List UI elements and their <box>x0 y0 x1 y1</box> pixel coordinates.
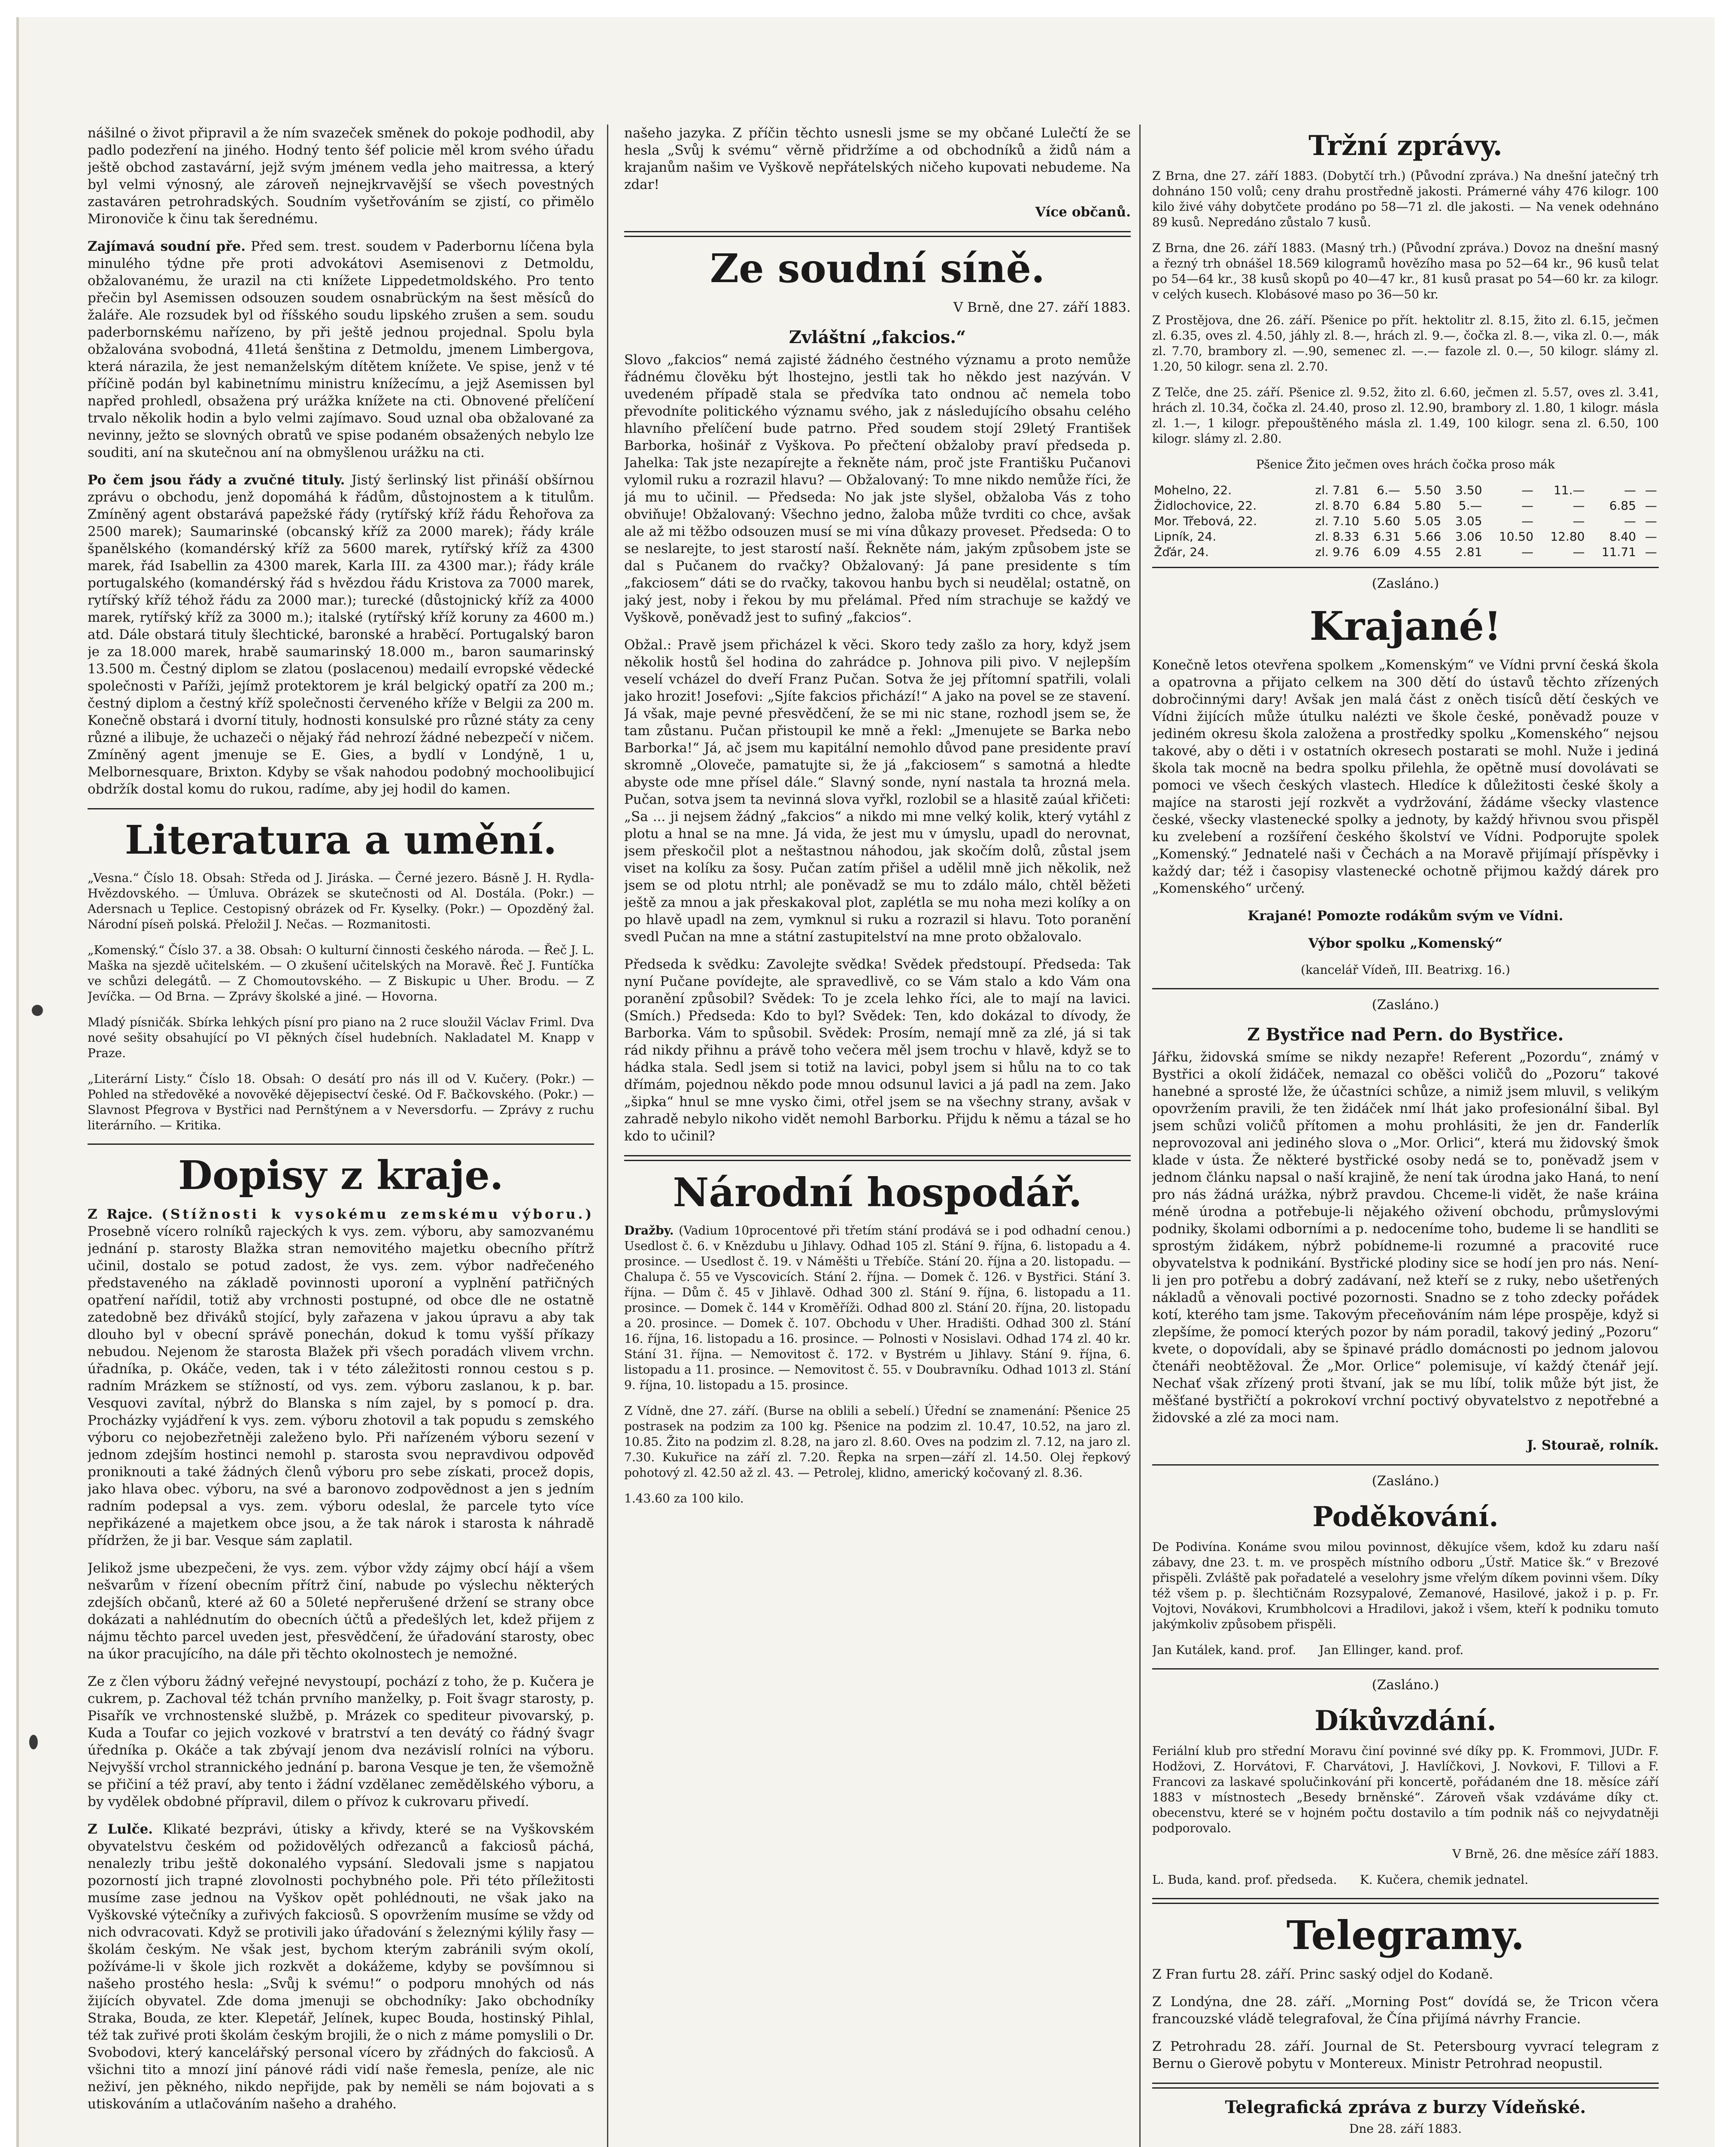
grain-market: Mor. Třebová, 22. <box>1154 514 1257 528</box>
divider <box>1152 2083 1659 2089</box>
divider <box>1152 1898 1659 1904</box>
grain-price: — <box>1572 514 1585 528</box>
divider <box>624 231 1131 237</box>
grain-price: 10.50 <box>1499 529 1534 544</box>
lit-item: „Literární Listy.“ Číslo 18. Obsah: O desátí pro nás ill od V. Kučery. (Pokr.) — Pohled na středověké a novověké dějepisectví české. Od F. Bačkovského. (Pokr.) — Slavnost Pfegrova v Bystřici nad Pernštýnem a v Neversdorfu. — Zprávy z ruchu literárního. — Kritika. <box>88 1072 594 1132</box>
letter-text: Jářku, židovská smíme se nikdy nezapře! Referent „Pozordu“, známý v Bystřici a okolí židáček, nemazal co oběšci voličů do „Pozoru“ takové hanebné a sprosté lže, že účastníci schůze, a nimiž jsem mluvil, s velikým opovržením pravili, že ten židáček nmí lhát jako profesionální šibal. Byl jsem schůzi voličů přítomen a mohu prohlásiti, že jen dr. Fanderlík neprovozoval ani jediného slova o „Mor. Orlici“, která mu židovský šmok klade v ústa. Že některé bystřické osoby nedá se to, poněvadž jsem v jednom článku napsal o naší krajině, že není tak úrodna jako Haná, to není pro nás žádná urážka, nýbrž pravdou. Chceme-li vidět, že naše kráina méně úrodna a potřebuje-li nějakého oživení obchodu, průmyslovými podniky, školami odborními a p. nedoceníme toho, budeme li se handliti se sprostým židákem, nýbrž pobídneme-li rozumné a pracovité ruce obyvatelstva k podnikání. Bystřické plodiny sice se hodí jen pro nás. Není-li jen pro potřebu a dobrý zadávaní, než kteří se z ruky, nebo ušetřených nákladů a věnovali poctivé pozornosti. Snadno se z toho zdecky pořádek kotí, kterého tam jsme. Takovým přeceňováním nám lépe prospěje, když si zlepšíme, že pomocí kterých pozor by nám poradil, takový jediný „Pozoru“ kvete, o dopovídali, aby se špinavé prádlo domácnosti po jednom jalovou čtenáři neobtěžoval. Že „Mor. Orlice“ polemisuje, ví každý čtenář její. Nechať však zřízený proti štvaní, jak se mu líbí, tolik může být jist, že měšťané bystřičtí a pokrokoví vrchní poctivý obyvatelstvo z nepotřebné a židovské a zlé za moci nam. <box>1152 1049 1659 1426</box>
divider <box>1152 1464 1659 1466</box>
dateline: V Brně, dne 27. září 1883. <box>953 300 1131 315</box>
column-rule <box>1139 125 1141 2147</box>
grain-price: — <box>1645 499 1657 513</box>
section-heading-dopisy: Dopisy z kraje. <box>178 1152 504 1198</box>
market-report: Z Prostějova, dne 26. září. Pšenice po přít. hektolitr zl. 8.15, žito zl. 6.15, ječmen zl. 6.35, oves zl. 4.50, jáhly zl. 8.—, hrách zl. 9.—, čočka zl. 8.—, vika zl. 0.—, mák zl. 7.70, brambory zl. —.90, semenec zl. —.— fazole zl. 0.—, 50 kilogr. slámy zl. 1.20, 50 kilogr. sena zl. 2.70. <box>1152 313 1659 374</box>
signature: L. Buda, kand. prof. předseda. <box>1152 1873 1337 1887</box>
court-report-text: Předseda k svědku: Zavolejte svědka! Svědek předstoupí. Předseda: Tak nyní Pučane povídejte, ale spravedlivě, co se Vám stalo a kdo Vám ona poranění způsobil? Svědek: To je zcela lehko říci, ale to mají na lavici. (Smích.) Předseda: Kdo to byl? Svědek: Ten, kdo dokázal to dívody, že Barborka. Vám to spůsobil. Svědek: Prosím, nemají mně za zlé, já si tak rád nikdy přihnu a právě toho večera měl jsem trochu v hlavě, když se to hádka stala. Sedl jsem si totiž na lavici, pobyl jsem si hůlu na to co tak dřímám, pojednou někdo pode mnou odsunul lavici a já padl na zem. Jako „šipka“ hnul se mne vysko čimi, otřel jsem se na všechny strany, avšak v zahradě nebylo nikoho vidět nemohl Barborku. Přijdu k němu a tázal se ho kdo to učinil? <box>624 957 1131 1144</box>
grain-price: 6.85 <box>1609 499 1636 513</box>
article-title: Zajímavá soudní pře. <box>88 239 246 254</box>
section-heading-bystrice: Z Bystřice nad Pern. do Bystřice. <box>1247 1025 1564 1045</box>
letter-lulec <box>88 1821 594 2113</box>
letter-text: Prosebně vícero rolníků rajeckých k vys. zem. výboru, aby samozvanému jednání p. starosty Blažka stran nemovitého majetku obecního přítrž učinil, dostalo se potud zadost, že vys. zem. výbor nadřečeného představeného na základě povinnosti uporoní a vyplnění patřičných opatření nařídil, totiž aby vrchnosti postupné, od obce dle ne ostatně zatedobně bez dřiváků stojící, byly zařazena v jakou úpravu a aby tak dlouho byl v obecní správě ponechán, dokud k tomu vyšší příkazy nebudou. Nejenom že starosta Blažek při všech poradách vlivem vrchn. úřadníka, p. Okáče, veden, tak i v této záležitosti ronnou cestou s p. radním Mrázkem se stížností, od vys. zem. výboru zaslanou, k p. bar. Vesquovi zavítal, nýbrž do Blanska s ním zajel, by s pomocí p. dra. Procházky vyjádření k vys. zem. výboru zhotovil a tak popudu s zemského výboru co nejobezřetněji zaleženo bylo. Při nařízeném výboru sezení v jednom zdejším hostinci nemohl p. starosta svou nepravdivou odpověď proniknouti a také žádných členů výboru pro sebe získati, procež dopis, jako hlava obec. výboru, na své a baronovo zodpovědnost a jen s jedním radním podepsal a vys. zem. výboru odeslal, že parcele tyto více nepřikázené a majetkem obce jsou, a že tak nárok i starosta k náhradě přídržen, že ji bar. Vesque sám zaplatil. <box>88 1224 594 1548</box>
grain-price: — <box>1645 514 1657 528</box>
grain-price: 5.60 <box>1373 514 1400 528</box>
grain-price: — <box>1521 499 1534 513</box>
thanks-signatures <box>1152 1642 1659 1658</box>
grain-price: 2.81 <box>1455 545 1482 559</box>
appeal-signature: Výbor spolku „Komenský“ <box>1308 936 1503 951</box>
grain-price: 5.80 <box>1414 499 1442 513</box>
grain-price: — <box>1572 499 1585 513</box>
grain-row <box>1152 483 1659 498</box>
grain-price: 11.71 <box>1601 545 1636 559</box>
grain-price: 5.50 <box>1414 483 1442 497</box>
article-text: Před sem. trest. soudem v Paderbornu líčena byla minulého týdne pře proti advokátovi Asemisenovi z Detmoldu, obžalovanému, že urazil na cti knížete Lippedetmoldského. Pro tento přečin byl Asemissen odsouzen soudem osnabrückým na šest měsíců do žaláře. Ale rozsudek byl od říšského soudu lipského zrušen a sem. soudu paderbornskému nařízeno, by při ještě jednou projednal. Spolu byla obžalována svobodná, 41letá šenština z Detmoldu, jmenem Limbergova, která nárazila, že jest nemanželským dítětem knížete. Ve spise, jenž v té příčině podán byl kabinetnímu ministru knížecímu, a jejž Asemissen byl napřed prohledl, obsažena prý urážka knížete na cti. Obnovené přelíčení trvalo několik hodin a bylo velmi zajímavo. Soud uznal oba obžalované za nevinny, ježto se slovných obratů ve spise podaném obsažených nebylo lze souditi, aní na skutečnou aní na obmyšlenou urážku na cti. <box>88 239 594 460</box>
signature: K. Kučera, chemik jednatel. <box>1360 1873 1529 1887</box>
grain-market: Lipník, 24. <box>1154 529 1217 544</box>
letter-text: Ze z člen výboru žádný veřejné nevystoupí, pochází z toho, že p. Kučera je cukrem, p. Zachoval též tchán prvního manželky, p. Foit švagr starosty, p. Pisařík ve vrchnostenské službě, p. Mrázek co spediteur pivovarský, p. Kuda a Toufar co jejich vozkové v bratrství a ten devátý co řádný švagr úředníka p. Okáče a tak zbývají jenom dva nezávislí rolníci na výboru. Nejvyšší vrchol strannického jednání p. barona Vesque je ten, že všemožně se přičiní a též praví, aby tento i žádní vzdělanec zemědělského výboru, a by vydělek obdobné přípravil, dilem o přívoz k cukrovaru přivedí. <box>88 1674 594 1809</box>
letter-text: Jelikož jsme ubezpečeni, že vys. zem. výbor vždy zájmy obcí hájí a všem nešvarům v řízení obecním přítrž činí, nabude po výslechu některých zdejších občanů, které až 60 a 50leté nepřerušené držení se strany obce dokázati a nahlédnutím do obecních účtů a předešlých let, kdež přijem z nájmu těchto parcel uveden jest, přesvědčení, že úřadování starosty, obec na úkor pracujícího, na dále při těchto okolnostech je nemožné. <box>88 1560 594 1662</box>
article-continuation: nášilné o život připravil a že ním svazeček směnek do pokoje podhodil, aby padlo podezření na jiného. Hodný tento šéf policie měl krom svého úřadu ještě obchod zastavární, jejž svým jménem vedla jeho maitressa, a který byl velmi výnosný, ale zároveň nejnejkrvavější se všech povestných zastaváren petrohradských. Soudním vyšetřováním se zjistí, co přimělo Mironoviče k činu tak šerednému. <box>88 125 594 227</box>
scan-blemish <box>29 1735 38 1749</box>
grain-price: — <box>1521 483 1534 497</box>
grain-price: — <box>1572 545 1585 559</box>
divider <box>88 1143 594 1145</box>
column-middle <box>624 125 1131 1517</box>
appeal-close: Krajané! Pomozte rodákům svým ve Vídni. <box>1247 908 1563 924</box>
grain-price: 11.— <box>1554 483 1585 497</box>
appeal-text: Konečně letos otevřena spolkem „Komenským“ ve Vídni první česká škola a opatrovna a přijato celkem na 300 dětí do ústavů těchto zřízených dobročinnými dary! Avšak jen malá část z oněch tisíců dětí českých ve Vídni žijících může útulku nalézti ve škole české, poněvadž pouze v jediném okresu škola založena a prostředky spolku „Komenského“ nejsou takové, aby o děti i v ostatních okresech postarati se mohl. Nuže i jediná škola tak mocně na bedra spolku přilehla, že opětně musí dovolávati se pomoci ve všech českých vlastech. Hledíce k důležitosti české školy a majíce na starosti její rozkvět a vydržování, žádáme všecky vlastence české, všecky vlastenecké spolky a jednoty, by každý hřivnou svou přispěl ku zvelebení a rozšíření českého školství ve Vídni. Podporujte spolek „Komenský.“ Jednatelé naši v Čechách a na Moravě přijímají příspěvky i každý dar; též i časopisy vlastenecké ochotně přijmou každý dárek pro „Komenského“ určený. <box>1152 657 1659 896</box>
section-heading-soudni-sin: Ze soudní síně. <box>710 245 1045 292</box>
grain-row <box>1152 529 1659 544</box>
grain-price: — <box>1645 483 1657 497</box>
grain-price: 3.06 <box>1455 529 1482 544</box>
grain-price-table <box>1152 483 1659 560</box>
grain-price: 3.05 <box>1455 514 1482 528</box>
letter-place: Z Rajce. <box>88 1207 153 1222</box>
exchange-date: Dne 28. září 1883. <box>1349 2122 1462 2136</box>
grain-price: 5.05 <box>1414 514 1442 528</box>
grain-price: 5.— <box>1458 499 1482 513</box>
exchange-report-text: Z Vídně, dne 27. září. (Burse na oblili a sebelí.) Úřední se znamenání: Pšenice 25 postrasek na podzim za 100 kg. Pšenice na podzim zl. 10.47, 10.52, na jaro zl. 10.85. Žito na podzim zl. 8.28, na jaro zl. 8.60. Oves na podzim zl. 7.12, na jaro zl. 7.30. Kukuřice na září zl. 7.20. Řepka na srpen—září zl. 14.50. Olej řepkový pohotový zl. 42.50 až zl. 43. — Petrolej, klidno, americký kočovaný zl. 8.36. <box>624 1404 1131 1480</box>
grain-market: Mohelno, 22. <box>1154 483 1232 497</box>
scan-blemish <box>32 1005 43 1016</box>
divider <box>1152 567 1659 568</box>
grain-price: 12.80 <box>1550 529 1585 544</box>
signature: Více občanů. <box>1035 204 1131 220</box>
grain-price: 6.84 <box>1373 499 1400 513</box>
newspaper-page <box>16 17 1715 2147</box>
thanks-text: Feriální klub pro střední Moravu činí povinné své díky pp. K. Frommovi, JUDr. F. Hodžovi, Z. Horvátovi, F. Charvátovi, J. Havlíčkovi, J. Novkovi, F. Tillovi a F. Francovi za laskavé spolučinkování při koncertě, pořádaném dne 18. měsíce září 1883 v místnostech „Besedy brněnské“. Zároveň však vzdáváme díky ct. obecenstvu, které se v hojném počtu dostavilo a tím podnik náš co nejvydatněji podporovalo. <box>1152 1744 1659 1835</box>
section-heading-krajane: Krajané! <box>1309 603 1502 649</box>
grain-market: Žďár, 24. <box>1154 545 1209 559</box>
thanks-text: De Podivína. Konáme svou milou povinnost, děkujíce všem, kdož ku zdaru naší zábavy, dne 23. t. m. ve prospěch místního odboru „Ústř. Matice šk.“ v Brezové přispěli. Zvláště pak pořadatelé a veselohry jsme vřelým díkem povinni všem. Díky též všem p. p. šlechtičnám Rozsypalové, Zemanové, Hasilové, jakož i p. p. Fr. Vojtovi, Novákovi, Krumbholcovi a Hradilovi, jakož i všem, kteří k podniku tomuto jakýmkoliv způsobem přispěli. <box>1152 1540 1659 1631</box>
court-report-text: Slovo „fakcios“ nemá zajisté žádného čestného významu a proto nemůže řádnému člověku být lhostejno, jestli tak ho někdo jest nazýván. V uvedeném případě stala se předvíka tato ondnou ač nemela tobo převodníte politického významu svého, jak z následujícího obsahu celého hlavního přelíčení bude patrno. Před soudem stojí 29letý František Barborka, hošinář z Vyškova. Po přečtení obžaloby praví předseda p. Jahelka: Tak jste nezapírejte a řekněte nám, proč jste Františku Pučanovi vylomil ruku a rozrazil hlavu? — Obžalovaný: To mne nikdo nemůže říci, že já mu to učinil. — Předseda: No jak jste slyšel, obžaloba Vás z toho obviňuje! Obžalovaný: Všechno jedno, žaloba může tvrditi co chce, avšak ale až mi těžbo odsouzen musí se mi vína důkazy proveset. Předseda: O to se neslarejte, to jest starostí naší. Řekněte nám, jakým způsobem jste se dal s Pučanem do rvačky? Obžalovaný: Já pane presidente s tím „fakciosem“ dáti se do rvačky, takovou hanbu bych si neudělal; ostatně, on jaký jest, noby i řekou by mu přelámal. Před ním strachuje se každý ve Vyškově, poněvadž jest to sufiný „fakcios“. <box>624 352 1131 625</box>
grain-price: zl. 9.76 <box>1315 545 1360 559</box>
grain-price: 8.40 <box>1609 529 1636 544</box>
signature: Jan Kutálek, kand. prof. <box>1152 1643 1296 1657</box>
appeal-address: (kancelář Vídeň, III. Beatrixg. 16.) <box>1301 963 1510 977</box>
letter-rajec <box>88 1206 594 1549</box>
auctions-text <box>624 1223 1131 1393</box>
grain-price: zl. 7.81 <box>1315 483 1360 497</box>
grain-price: zl. 8.70 <box>1315 499 1360 513</box>
grain-market: Židlochovice, 22. <box>1154 499 1257 513</box>
lit-item: Mladý písničák. Sbírka lehkých písní pro piano na 2 ruce sloužil Václav Friml. Dva nové sešity obsahující po VI pěkných čísel hudebních. Nakladatel M. Knapp v Praze. <box>88 1015 594 1060</box>
section-heading-dikuvzdani: Díkůvzdání. <box>1314 1705 1496 1737</box>
court-report-text: Obžal.: Pravě jsem přicházel k věci. Skoro tedy zašlo za hory, když jsem několik hostů šel hodina do zahrádce p. Johnova pili pivo. V nejlepším veselí vcházel do dveří Franz Pučan. Sotva že jej přítomní spatřili, volali jako hrozit! Josefovi: „Sjíte fakcios přichází!“ A jako na povel se ze stavení. Já však, maje pevné přesvědčení, že se mi nic stane, rozhodl jsem se, že tam zůstanu. Pučan přistoupil ke mně a řekl: „Jmenujete se Barka nebo Barborka!“ Já, ač jsem mu kapitální nemohlo důvod pane presidente praví skromně „Oloveče, pamatujte si, že já „fakciosem“ s samotná a hledte abyste ode mne přísel dále.“ Slavný sonde, nyní nastala ta hrozná mela. Pučan, sotva jsem ta nevinná slova vyřkl, rozlobil se a hlasitě zaúal křičeti: „Sa ... ji nejsem žádný „fakcios“ a nikdo mi mne velký kolik, který vytáhl z plotu a hnal se na mne. Já vida, že jest mu v úmyslu, upadl do nerovnat, jsem přeskočil plot a neštastnou náhodou, jak skočím dolů, zůstal jsem viset na kolíku za šosy. Pučan zatím přišel a udělil mně jich několik, než jsem se od plotu ntrhl; ale poněvadž se mu to zdálo málo, chtěl běžeti ještě za mnou a jak přeskakoval plot, zaplétla se mu noha mezi kolíky a on po hlavě upadl na zem, vymknul si ruku a rozrazil si hlavu. Toto poranění svedl Pučan na mne a státní zastupitelství na mne proto obžalovalo. <box>624 637 1131 945</box>
grain-table-header: Pšenice Žito ječmen oves hrách čočka proso mák <box>1256 457 1555 471</box>
thanks-signatures <box>1152 1872 1659 1888</box>
grain-price: — <box>1521 514 1534 528</box>
divider <box>1152 1668 1659 1670</box>
article-title: Po čem jsou řády a zvučné tituly. <box>88 472 345 488</box>
signature: J. Stouraě, rolník. <box>1527 1438 1659 1453</box>
article-text: Jistý šerlinský list přináší obšírnou zprávu o obchodu, jenž dopomáhá k řádům, důstojnostem a k titulům. Zmíněný agent obstarává papežské řády (rytířský kříž řádu Řehořova za 2500 marek); Saumarinské (obcanský kříž za 2000 marek); řády krále španělského (komandérský kříž za 5600 marek, rytířský kříž za 4300 marek, řád Isabellin za 4300 marek, Karla III. za 4300 mar.); řády krále portugalského (komandérský řád s hvězdou řádu Kristova za 7000 marek, rytířský kříž téhož řádu za 2000 mar.); turecké (důstojnický kříž za 4000 marek, rytířský kříž za 3000 m.); italské (rytířský kříž koruny za 4600 m.) atd. Dále obstará tituly šlechtické, baronské a hraběcí. Portugalský baron je za 18.000 marek, hrabě saumarinský 18.000 m., baron saumarinský 13.500 m. Čestný diplom se zlatou (poslacenou) medailí evropské vědecké společnosti v Paříži, jejímž protektorem je král belgický opatří za 200 m.; čestný diplom a čestný kříž společnosti červeného kříže v Belgii za 200 m. Konečně obstará i dvorní tituly, hodnosti konsulské pro různé státy za ceny různé a ilibuje, že uchazeči o nějaký řád nehrozí žádné nebezpečí v ničem. Zmíněný agent jmenuje se E. Gies, a bydlí v Londýně, 1 u, Melbornesquare, Brixton. Kdyby se však nahodou podobný mochoolibujicí obdržík dostal komu do rukou, radíme, aby jej hodil do kamen. <box>88 472 594 797</box>
signature: Jan Ellinger, kand. prof. <box>1319 1643 1464 1657</box>
dateline: V Brně, 26. dne měsíce září 1883. <box>1452 1847 1659 1861</box>
grain-price: 5.66 <box>1414 529 1442 544</box>
grain-row <box>1152 498 1659 514</box>
grain-price: 6.— <box>1377 483 1400 497</box>
article-subheading: Zvláštní „fakcios.“ <box>789 327 966 347</box>
grain-price: zl. 8.33 <box>1315 529 1360 544</box>
article-rady-tituly <box>88 471 594 798</box>
zaslano-label: (Zasláno.) <box>1372 1473 1439 1489</box>
article-soudni-pre <box>88 238 594 461</box>
grain-price: — <box>1624 483 1636 497</box>
zaslano-label: (Zasláno.) <box>1372 576 1439 591</box>
zaslano-label: (Zasláno.) <box>1372 997 1439 1013</box>
divider <box>1152 988 1659 989</box>
lit-item: „Vesna.“ Číslo 18. Obsah: Středa od J. Jiráska. — Černé jezero. Básně J. H. Rydla-Hvězdovského. — Úmluva. Obrázek se skutečnosti od Al. Dostála. (Pokr.) — Adersnach u Teplice. Cestopisný obrázek od Fr. Kyselky. (Pokr.) — Opozděný žal. Národní píseň polská. Přeložil J. Nečas. — Rozmanitosti. <box>88 871 594 931</box>
section-heading-telegramy: Telegramy. <box>1286 1912 1525 1958</box>
auctions-title: Dražby. <box>624 1223 674 1238</box>
telegram: Z Petrohradu 28. září. Journal de St. Petersbourg vyvrací telegram z Bernu o Gierově pobytu v Montereux. Ministr Petrohrad neopustil. <box>1152 2039 1659 2071</box>
zaslano-label: (Zasláno.) <box>1372 1677 1439 1693</box>
letter-subtitle: (Stížnosti k vysokému zemskému výboru.) <box>161 1207 594 1222</box>
exchange-heading: Telegrafická zpráva z burzy Vídeňské. <box>1225 2097 1586 2117</box>
letter-place: Z Lulče. <box>88 1822 153 1837</box>
column-right <box>1152 125 1659 2147</box>
lit-item: „Komenský.“ Číslo 37. a 38. Obsah: O kulturní činnosti českého národa. — Řeč J. L. Maška na sjezdě učitelském. — O zkušení učitelských na Moravě. Řeč J. Funtíčka ve schůzi delegátů. — Z Chomoutovského. — Z Biskupic u Uher. Brodu. — Z Jevíčka. — Od Brna. — Zprávy školské a jiné. — Hovorna. <box>88 943 594 1004</box>
auctions-body: (Vadium 10procentové při třetím stání prodává se i pod odhadní cenou.) Usedlost č. 6. v Knězdubu u Jihlavy. Odhad 105 zl. Stání 9. října, 6. listopadu a 4. prosince. — Usedlost č. 19. v Náměšti u Třebíče. Stání 20. října a 20. listopadu. — Chalupa č. 55 ve Vyscovicích. Stání 2. října. — Domek č. 126. v Bystřici. Stání 3. října. — Dům č. 45 v Jihlavě. Odhad 300 zl. Stání 9. října, 6. listopadu a 11. prosince. — Domek č. 144 v Kroměříži. Odhad 800 zl. Stání 20. října, 20. listopadu a 20. prosince. — Domek č. 107. Obchodu v Uher. Hradišti. Odhad 300 zl. Stání 16. října, 16. listopadu a 16. prosince. — Polnosti v Nosislavi. Odhad 174 zl. 40 kr. Stání 31. října. — Nemovitost č. 172. v Bystrém u Jihlavy. Stání 9. října, 6. listopadu a 11. prosince. — Nemovitost č. 55. v Doubravníku. Odhad 1013 zl. Stání 9. října, 10. listopadu a 15. prosince. <box>624 1223 1131 1392</box>
market-report: Z Brna, dne 26. září 1883. (Masný trh.) (Původní zpráva.) Dovoz na dnešní masný a řezný trh obnášel 18.569 kilogramů hovězího masa po 52—64 kr., 96 kusů telat po 54—64 kr., 38 kusů skopů po 40—47 kr., 81 kusů prasat po 54—60 kr. za kilogr. v celých kusech. Klobásové maso po 36—50 kr. <box>1152 241 1659 301</box>
grain-row <box>1152 514 1659 529</box>
grain-price: zl. 7.10 <box>1315 514 1360 528</box>
exchange-report-tail: 1.43.60 za 100 kilo. <box>624 1491 744 1505</box>
grain-price: — <box>1521 545 1534 559</box>
letter-text: Klikaté bezprávi, útisky a křivdy, které se na Vyškovském obyvatelstvu českém od požidovělých odřezanců a fakciosů páchá, nenalezly tribu ještě dokonalého vypsání. Sledovali jsme s napjatou pozorností jich trapné zlovolnosti pochybného pole. Při této příležitosti musíme zase jednou na Vyškov opět pohlédnouti, ne však jako na Vyškovské výtečníky a zuřivých fakciosů. S opovržením musíme se vždy od nich odvracovati. Když se protivili jako úřadování s železnými kýlily řasy — školám českým. Ne však jest, bychom kterým zabránili svým okolí, požíváme-li v škole jich rozkvět a dokážeme, kdyby se povšímnou si našeho prostého hesla: „Svůj k svému!“ o podporu mnohých od nás žijících obyvatel. Zde doma jmenuji se obchodníky: Jako obchodníky Straka, Bouda, ze kter. Klepetář, Jelínek, kupec Bouda, hostinský Pihlal, též tak zuřivé proti školám českým brojili, že o nich z máme pomyslili o Dr. Svobodovi, který kancelářský personal vícero by zřádných do fakciosů. A všichni tito a mnozí jiní pánové rádi vidí naše řemesla, peníze, ale nic neživí, jen pěkného, nikdo nepřijde, pak by neměli se nám bojovati a s utiskováním a utlačováním našeho a drahého. <box>88 1822 594 2112</box>
grain-price: 6.09 <box>1373 545 1400 559</box>
section-heading-literatura: Literatura a umění. <box>124 817 557 863</box>
market-report: Z Telče, dne 25. září. Pšenice zl. 9.52, žito zl. 6.60, ječmen zl. 5.57, oves zl. 3.41, hrách zl. 10.34, čočka zl. 24.40, proso zl. 12.90, brambory zl. 1.80, 1 kilogr. másla zl. 1.—, 1 kilogr. přepouštěného másla zl. 1.49, 100 kilogr. sena zl. 6.50, 100 kilogr. slámy zl. 2.80. <box>1152 385 1659 446</box>
column-rule <box>607 125 608 2147</box>
grain-price: — <box>1645 529 1657 544</box>
grain-price: 3.50 <box>1455 483 1482 497</box>
section-heading-trzni-zpravy: Tržní zprávy. <box>1308 130 1502 162</box>
telegram: Z Londýna, dne 28. září. „Morning Post“ dovídá se, že Tricon včera francouzské vládě telegrafoval, že Čína přijímá návrhy Francie. <box>1152 1994 1659 2027</box>
grain-price: 4.55 <box>1414 545 1442 559</box>
section-heading-narodni-hospodar: Národní hospodář. <box>673 1169 1082 1216</box>
telegram: Z Fran furtu 28. září. Princ saský odjel do Kodaně. <box>1152 1967 1493 1982</box>
divider <box>88 808 594 809</box>
grain-price: — <box>1624 514 1636 528</box>
grain-price: — <box>1645 545 1657 559</box>
section-heading-podekovani: Poděkování. <box>1312 1501 1499 1533</box>
column-left <box>88 125 594 2123</box>
market-report: Z Brna, dne 27. září 1883. (Dobytčí trh.) (Původní zpráva.) Na dnešní jatečný trh dohnáno 150 volů; ceny drahu prostředně jakosti. Prámerné váhy 476 kilogr. 100 kilo živé váhy dobytčete prodáno po 58—71 zl. dle jakosti. — Na venek odehnáno 89 kusů. Nepredáno zůstalo 7 kusů. <box>1152 169 1659 229</box>
divider <box>624 1155 1131 1161</box>
article-continuation: našeho jazyka. Z příčin těchto usnesli jsme se my občané Lulečtí že se hesla „Svůj k svému“ věrně přidržíme a od obchodníků a židů nám a krajanům našim ve Vyškově nepřátelských ničeho kupovati nebudeme. Na zdar! <box>624 125 1131 192</box>
grain-row <box>1152 544 1659 560</box>
grain-price: 6.31 <box>1373 529 1400 544</box>
